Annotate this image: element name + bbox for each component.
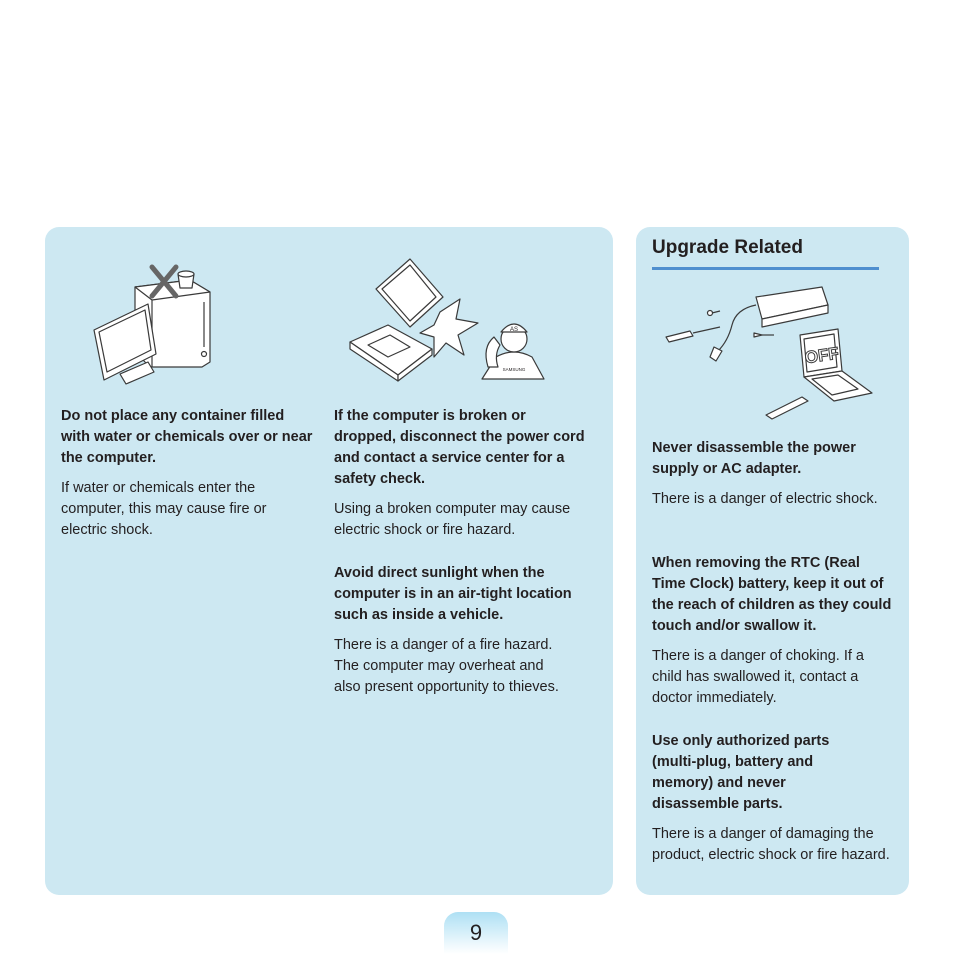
warning-authorized-parts bbox=[652, 731, 890, 866]
safety-panel-left bbox=[45, 227, 613, 895]
warning-body: There is a danger of choking. If a child has swallowed it, contact a doctor immediately. bbox=[652, 648, 864, 706]
warning-title: Do not place any container filled with water or chemicals over or near the computer. bbox=[61, 408, 313, 466]
warning-body: There is a danger of electric shock. bbox=[652, 491, 878, 507]
warning-title: Avoid direct sunlight when the computer is in an air-tight location such as inside a vehicle. bbox=[334, 565, 572, 623]
upgrade-parts-illustration bbox=[662, 285, 887, 423]
page-number: 9 bbox=[469, 920, 483, 945]
warning-rtc-battery bbox=[652, 553, 897, 709]
warning-body: Using a broken computer may cause electric shock or fire hazard. bbox=[334, 501, 571, 538]
warning-title: When removing the RTC (Real Time Clock) battery, keep it out of the reach of children as they could touch and/or swallow it. bbox=[652, 555, 892, 634]
title-underline bbox=[652, 267, 879, 270]
warning-body: If water or chemicals enter the computer, this may cause fire or electric shock. bbox=[61, 480, 267, 538]
warning-title: Use only authorized parts (multi-plug, battery and memory) and never disassemble parts. bbox=[652, 733, 830, 812]
upgrade-related-panel bbox=[636, 227, 909, 895]
off-label: OFF bbox=[803, 343, 840, 368]
warning-title: Never disassemble the power supply or AC adapter. bbox=[652, 440, 856, 477]
cap-label: AS bbox=[509, 327, 519, 333]
shirt-label: SAMSUNG bbox=[502, 367, 526, 372]
warning-body: There is a danger of a fire hazard. The computer may overheat and also present opportunity to thieves. bbox=[334, 637, 559, 695]
warning-broken bbox=[334, 406, 589, 541]
broken-laptop-illustration bbox=[348, 257, 548, 387]
warning-adapter bbox=[652, 438, 897, 510]
warning-body: There is a danger of damaging the product, electric shock or fire hazard. bbox=[652, 826, 890, 863]
warning-sunlight bbox=[334, 563, 572, 698]
warning-title: If the computer is broken or dropped, disconnect the power cord and contact a service center for a safety check. bbox=[334, 408, 585, 487]
section-title: Upgrade Related bbox=[652, 237, 803, 258]
page-number-tab bbox=[444, 912, 508, 954]
container-warning-illustration bbox=[90, 262, 265, 387]
warning-container bbox=[61, 406, 316, 541]
